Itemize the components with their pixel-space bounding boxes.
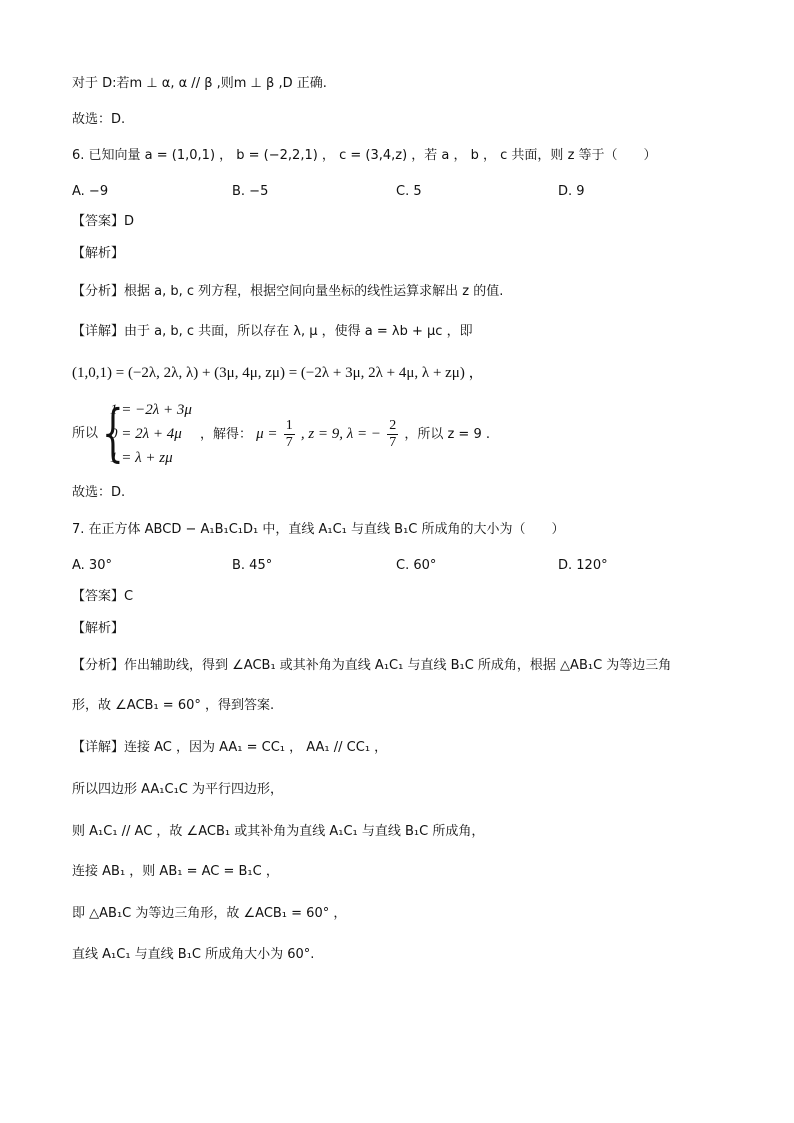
question-6: 6. 已知向量 a = (1,0,1) ， b = (−2,2,1) ， c = (3,4,z) ，若 a ， b ， c 共面，则 z 等于（ ） <box>72 148 657 163</box>
numerator: 1 <box>285 418 293 433</box>
brace: { <box>102 396 124 469</box>
text-line: 则 A₁C₁ // AC ，故 ∠ACB₁ 或其补角为直线 A₁C₁ 与直线 B₁C 所成角， <box>72 824 485 839</box>
option-b: B. 45° <box>232 558 273 573</box>
numerator: 2 <box>389 418 397 433</box>
text-line: 直线 A₁C₁ 与直线 B₁C 所成角大小为 60°. <box>72 947 315 962</box>
option-d: D. 120° <box>558 558 608 573</box>
option-c: C. 5 <box>396 184 422 199</box>
system-row: 1 = λ + zμ <box>110 450 173 466</box>
z-lambda: , z = 9, λ = − <box>300 426 382 442</box>
text-line: 故选：D. <box>72 485 126 500</box>
equation: (1,0,1) = (−2λ, 2λ, λ) + (3μ, 4μ, zμ) = (−2λ + 3μ, 2λ + 4μ, λ + zμ) ， <box>72 365 484 381</box>
solve-label: ，解得： <box>200 427 253 442</box>
denominator: 7 <box>389 435 397 450</box>
option-a: A. 30° <box>72 558 112 573</box>
detail-text: 【详解】连接 AC ，因为 AA₁ = CC₁ ， AA₁ // CC₁ ， <box>72 740 388 755</box>
analysis-text: 【分析】根据 a, b, c 列方程，根据空间向量坐标的线性运算求解出 z 的值. <box>72 284 504 299</box>
mu-label: μ = <box>256 426 278 442</box>
analysis-text: 形，故 ∠ACB₁ = 60° ，得到答案. <box>72 698 275 713</box>
option-c: C. 60° <box>396 558 437 573</box>
analysis-text: 【分析】作出辅助线，得到 ∠ACB₁ 或其补角为直线 A₁C₁ 与直线 B₁C 所成角，根据 △AB₁C 为等边三角 <box>72 658 672 673</box>
option-a: A. −9 <box>72 184 109 199</box>
fraction-mu <box>284 418 295 451</box>
analysis-label: 【解析】 <box>72 246 125 261</box>
text-line: 所以四边形 AA₁C₁C 为平行四边形， <box>72 782 283 797</box>
solution <box>200 416 490 453</box>
solution-end: ，所以 z = 9 . <box>404 427 490 442</box>
analysis-label: 【解析】 <box>72 621 125 636</box>
system-prefix: 所以 <box>72 426 99 441</box>
fraction-lambda <box>387 418 398 451</box>
answer-label: 【答案】D <box>72 214 135 229</box>
system-row: 1 = −2λ + 3μ <box>110 402 192 418</box>
question-7: 7. 在正方体 ABCD − A₁B₁C₁D₁ 中，直线 A₁C₁ 与直线 B₁C 所成角的大小为（ ） <box>72 522 565 537</box>
text-line: 连接 AB₁ ，则 AB₁ = AC = B₁C ， <box>72 864 279 879</box>
text-line: 故选：D. <box>72 112 126 127</box>
denominator: 7 <box>285 435 293 450</box>
text-line: 对于 D:若m ⊥ α, α // β ,则m ⊥ β ,D 正确. <box>72 76 327 91</box>
answer-label: 【答案】C <box>72 589 134 604</box>
option-b: B. −5 <box>232 184 269 199</box>
option-d: D. 9 <box>558 184 585 199</box>
system-row: 0 = 2λ + 4μ <box>110 426 182 442</box>
text-line: 即 △AB₁C 为等边三角形，故 ∠ACB₁ = 60° ， <box>72 906 347 921</box>
detail-text: 【详解】由于 a, b, c 共面，所以存在 λ, μ ，使得 a = λb + μc ，即 <box>72 324 473 339</box>
